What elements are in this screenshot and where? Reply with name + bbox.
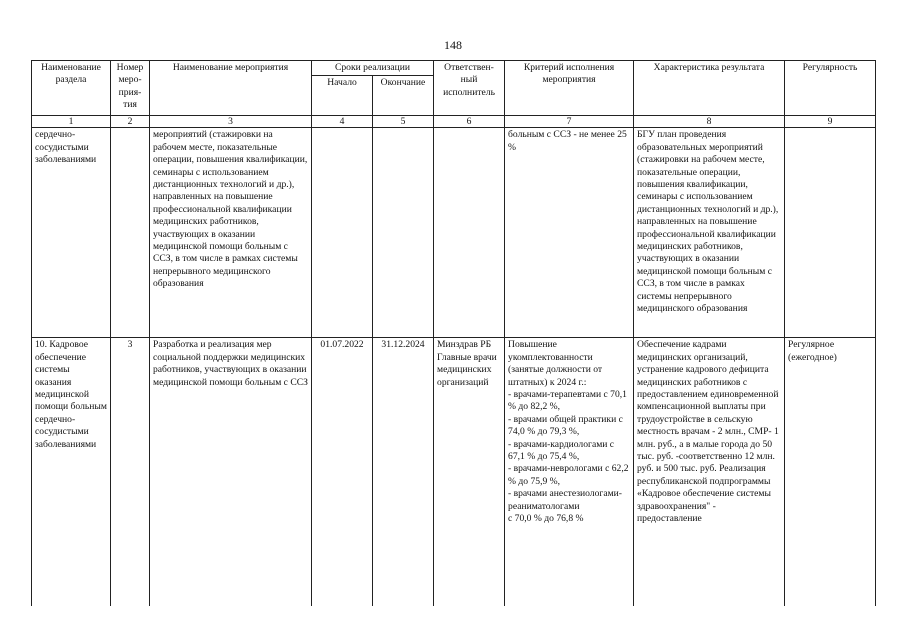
number-cell: 3 xyxy=(111,338,150,607)
header-responsible: Ответствен-ный исполнитель xyxy=(434,61,505,116)
column-number: 6 xyxy=(434,116,505,128)
start-cell: 01.07.2022 xyxy=(312,338,373,607)
header-section: Наименование раздела xyxy=(32,61,111,116)
header-number: Номер меро-прия-тия xyxy=(111,61,150,116)
section-cell: 10. Кадровое обеспечение системы оказания медицинской помощи больным сердечно-сосудистыми заболеваниями xyxy=(32,338,111,607)
criterion-line: - врачами анестезиологами-реаниматологами xyxy=(508,488,622,512)
criterion-line: - врачами общей практики с 74,0 % до 79,3 %, xyxy=(508,413,623,438)
criterion-cell: больным с ССЗ - не менее 25 % xyxy=(505,128,634,338)
header-start: Начало xyxy=(312,76,373,116)
end-cell: 31.12.2024 xyxy=(373,338,434,607)
regularity-cell: Регулярное (ежегодное) xyxy=(785,338,876,607)
criterion-line: - врачами-кардиологами с 67,1 % до 75,4 %, xyxy=(508,438,615,463)
header-terms: Сроки реализации xyxy=(312,61,434,76)
result-cell: Обеспечение кадрами медицинских организаций, устранение кадрового дефицита медицинских работников с предоставлением единовременной компенсационной выплаты при трудоустройстве в сельскую местность врачам - 2 млн., СМР- 1 млн. руб., а в малые города до 50 тыс. руб. -соответственно 12 млн. руб. и 500 тыс. руб. Реализация республиканской подпрограммы «Кадровое обеспечение системы здравоохранения" - предоставление xyxy=(634,338,785,607)
result-cell: БГУ план проведения образовательных мероприятий (стажировки на рабочем месте, показательные операции, повышения квалификации, семинары с использованием дистанционных технологий и др.), направленных на повышение профессиональной квалификации медицинских работников, участвующих в оказании медицинской помощи больным с ССЗ, в том числе в рамках системы непрерывного медицинского образования xyxy=(634,128,785,338)
header-event: Наименование мероприятия xyxy=(150,61,312,116)
responsible-cell xyxy=(434,128,505,338)
column-number: 2 xyxy=(111,116,150,128)
section-cell: сердечно-сосудистыми заболеваниями xyxy=(32,128,111,338)
criterion-line: - врачами-терапевтами с 70,1 % до 82,2 %, xyxy=(508,389,627,413)
column-number: 4 xyxy=(312,116,373,128)
regularity-cell xyxy=(785,128,876,338)
column-number: 1 xyxy=(32,116,111,128)
start-cell xyxy=(312,128,373,338)
column-number: 8 xyxy=(634,116,785,128)
event-cell: Разработка и реализация мер социальной поддержки медицинских работников, участвующих в оказании медицинской помощи больным с ССЗ xyxy=(150,338,312,607)
column-number: 7 xyxy=(505,116,634,128)
end-cell xyxy=(373,128,434,338)
table-row xyxy=(32,128,876,338)
table-row xyxy=(32,338,876,607)
column-number: 5 xyxy=(373,116,434,128)
header-end: Окончание xyxy=(373,76,434,116)
criterion-line: - врачами-неврологами с 62,2 % до 75,9 %, xyxy=(508,463,629,487)
criterion-line: Повышение укомплектованности (занятые должности от штатных) к 2024 г.: xyxy=(508,339,603,388)
criterion-line: с 70,0 % до 76,8 % xyxy=(508,513,584,525)
page-number: 148 xyxy=(444,38,462,52)
column-number: 9 xyxy=(785,116,876,128)
column-numbers-row xyxy=(32,116,876,128)
column-number: 3 xyxy=(150,116,312,128)
header-regularity: Регулярность xyxy=(785,61,876,116)
header-row xyxy=(32,61,876,76)
header-criterion: Критерий исполнения мероприятия xyxy=(505,61,634,116)
criterion-cell xyxy=(505,338,634,607)
header-result: Характеристика результата xyxy=(634,61,785,116)
events-table xyxy=(31,60,876,606)
event-cell: мероприятий (стажировки на рабочем месте, показательные операции, повышения квалификации, семинары с использованием дистанционных технологий и др.), направленных на повышение профессиональной квалификации медицинских работников, участвующих в оказании медицинской помощи больным с ССЗ, в том числе в рамках системы непрерывного медицинского образования xyxy=(150,128,312,338)
responsible-cell: Минздрав РБ Главные врачи медицинских организаций xyxy=(434,338,505,607)
number-cell xyxy=(111,128,150,338)
